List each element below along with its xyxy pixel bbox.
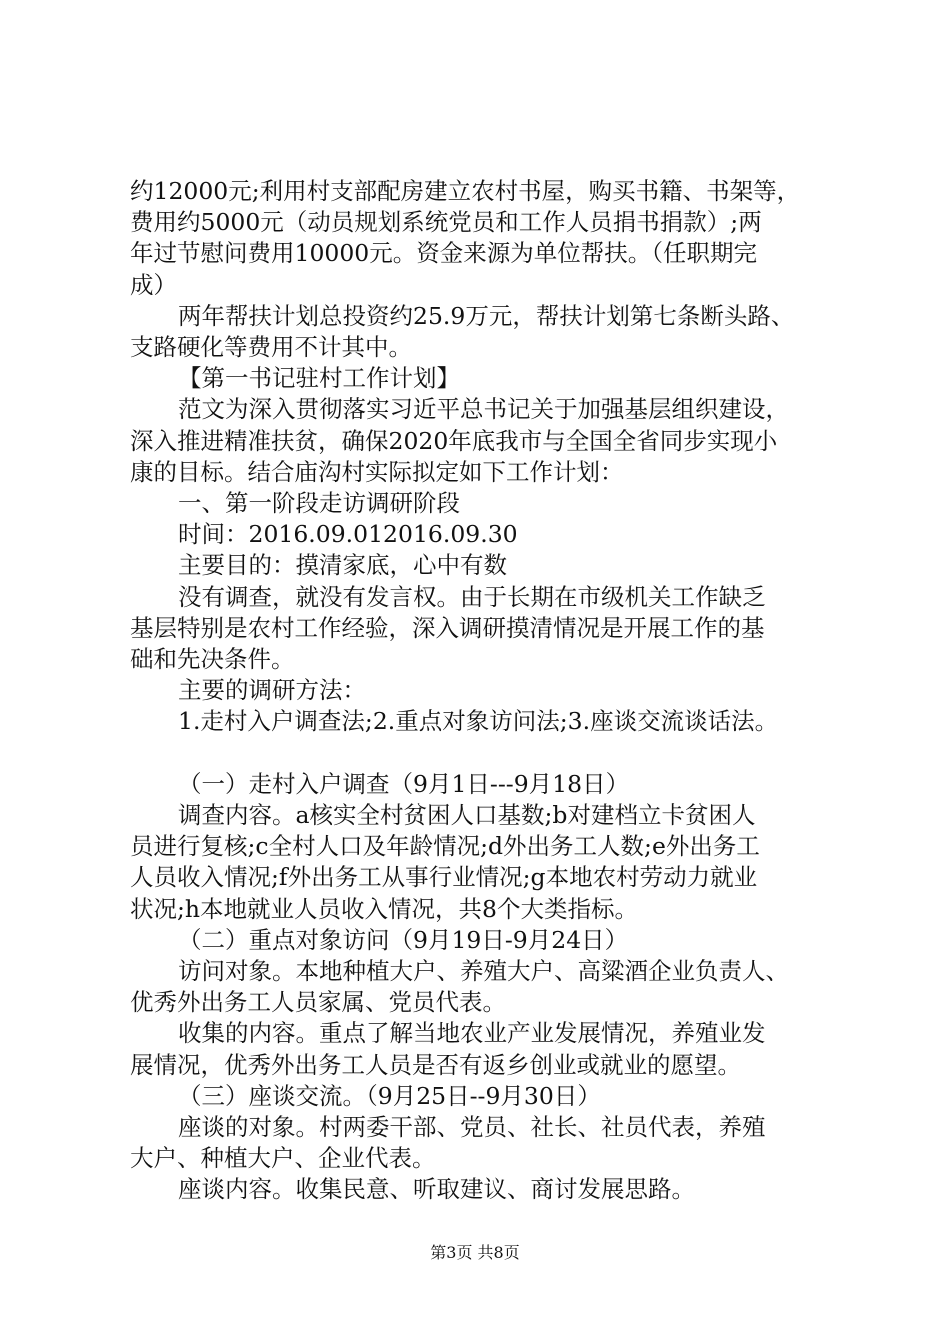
text-line: 1.走村入户调查法;2.重点对象访问法;3.座谈交流谈话法。: [178, 707, 779, 736]
text-line: 座谈的对象。村两委干部、党员、社长、社员代表，养殖: [178, 1113, 766, 1141]
text-line: 费用约5000元（动员规划系统党员和工作人员捐书捐款）;两: [130, 208, 762, 237]
text-line: 一、第一阶段走访调研阶段: [178, 489, 460, 517]
text-line: （一）走村入户调查（9月1日---9月18日）: [178, 769, 630, 798]
text-line: 主要目的：摸清家底，心中有数: [178, 551, 507, 580]
text-line: 时间：2016.09.012016.09.30: [178, 520, 518, 549]
text-line: 【第一书记驻村工作计划】: [178, 364, 460, 393]
text-line: （二）重点对象访问（9月19日-9月24日）: [178, 925, 629, 954]
text-line: 收集的内容。重点了解当地农业产业发展情况，养殖业发: [178, 1019, 766, 1048]
text-line: 础和先决条件。: [130, 645, 295, 673]
page-footer: 第3页 共8页: [430, 1243, 520, 1262]
text-line: 大户、种植大户、企业代表。: [130, 1144, 436, 1173]
text-line: 调查内容。a核实全村贫困人口基数;b对建档立卡贫困人: [178, 801, 756, 829]
text-line: 年过节慰问费用10000元。资金来源为单位帮扶。（任职期完: [130, 239, 758, 268]
text-line: 支路硬化等费用不计其中。: [130, 333, 412, 361]
text-line: 人员收入情况;f外出务工从事行业情况;g本地农村劳动力就业: [130, 863, 758, 892]
text-line: 成）: [130, 270, 177, 299]
text-line: 座谈内容。收集民意、听取建议、商讨发展思路。: [178, 1175, 695, 1204]
text-line: 主要的调研方法：: [178, 676, 366, 705]
text-line: 没有调查，就没有发言权。由于长期在市级机关工作缺乏: [178, 582, 766, 611]
text-line: 优秀外出务工人员家属、党员代表。: [130, 988, 506, 1017]
text-line: （三）座谈交流。（9月25日--9月30日）: [178, 1081, 601, 1110]
text-line: 展情况，优秀外出务工人员是否有返乡创业或就业的愿望。: [130, 1050, 741, 1079]
text-line: 员进行复核;c全村人口及年龄情况;d外出务工人数;e外出务工: [130, 832, 760, 861]
text-line: 状况;h本地就业人员收入情况，共8个大类指标。: [130, 894, 639, 923]
text-line: 访问对象。本地种植大户、养殖大户、高粱酒企业负责人、: [178, 957, 789, 985]
text-line: 两年帮扶计划总投资约25.9万元，帮扶计划第七条断头路、: [178, 301, 795, 330]
text-line: 约12000元;利用村支部配房建立农村书屋，购买书籍、书架等，: [130, 177, 801, 205]
text-line: 范文为深入贯彻落实习近平总书记关于加强基层组织建设，: [178, 395, 789, 424]
text-line: 基层特别是农村工作经验，深入调研摸清情况是开展工作的基: [130, 613, 765, 642]
text-line: 深入推进精准扶贫，确保2020年底我市与全国全省同步实现小: [130, 426, 778, 455]
text-line: 康的目标。结合庙沟村实际拟定如下工作计划：: [130, 457, 624, 486]
